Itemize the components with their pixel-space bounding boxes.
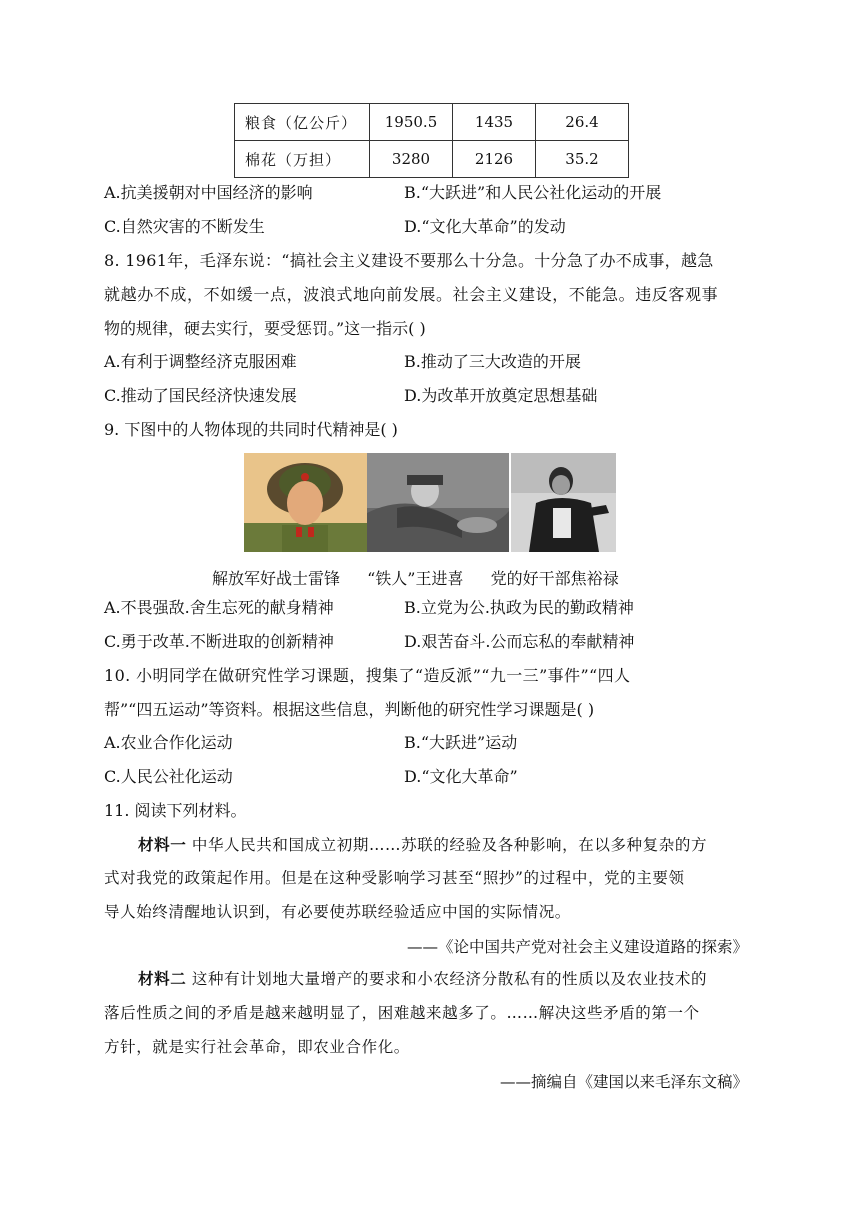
jiao-yulu-photo	[511, 453, 616, 552]
material-1-label: 材料一	[138, 835, 187, 854]
table-cell-label: 粮食（亿公斤）	[235, 104, 370, 141]
material-2-line1	[138, 968, 707, 990]
material-1-source: ——《论中国共产党对社会主义建设道路的探索》	[406, 938, 748, 956]
table-cell: 35.2	[536, 141, 629, 178]
lei-feng-photo	[244, 453, 367, 552]
q8-option-a: A.有利于调整经济克服困难	[104, 352, 297, 371]
material-2-text: 这种有计划地大量增产的要求和小农经济分散私有的性质以及农业技术的	[191, 970, 708, 988]
table-cell: 26.4	[536, 104, 629, 141]
table-cell-label: 棉花（万担）	[235, 141, 370, 178]
caption-wang-jinxi: “铁人”王进喜	[367, 569, 464, 588]
table-cell: 2126	[453, 141, 536, 178]
caption-jiao-yulu: 党的好干部焦裕禄	[490, 569, 619, 588]
table-cell: 1435	[453, 104, 536, 141]
material-1-line2: 式对我党的政策起作用。但是在这种受影响学习甚至“照抄”的过程中，党的主要领	[104, 869, 685, 887]
q8-option-d: D.为改革开放奠定思想基础	[404, 386, 598, 405]
table-row	[235, 141, 629, 178]
q7-option-a: A.抗美援朝对中国经济的影响	[104, 183, 313, 202]
q8-option-c: C.推动了国民经济快速发展	[104, 386, 297, 405]
q7-option-b: B.“大跃进”和人民公社化运动的开展	[404, 183, 662, 202]
q7-option-d: D.“文化大革命”的发动	[404, 217, 566, 236]
data-table	[234, 103, 629, 178]
q10-option-d: D.“文化大革命”	[404, 767, 518, 786]
q9-option-d: D.艰苦奋斗.公而忘私的奉献精神	[404, 632, 635, 651]
q9-option-c: C.勇于改革.不断进取的创新精神	[104, 632, 334, 651]
material-1-line3: 导人始终清醒地认识到，有必要使苏联经验适应中国的实际情况。	[104, 903, 571, 921]
photo-captions	[212, 566, 641, 589]
q9-option-b: B.立党为公.执政为民的勤政精神	[404, 598, 634, 617]
q10-option-a: A.农业合作化运动	[104, 733, 233, 752]
q8-stem-line1: 8. 1961年，毛泽东说：“搞社会主义建设不要那么十分急。十分急了办不成事，越急	[104, 251, 714, 270]
material-1-line1	[138, 834, 707, 856]
wang-jinxi-photo	[367, 453, 509, 552]
material-1-text: 中华人民共和国成立初期……苏联的经验及各种影响，在以多种复杂的方	[191, 836, 708, 854]
q11-stem: 11. 阅读下列材料。	[104, 801, 247, 820]
material-2-source: ——摘编自《建国以来毛泽东文稿》	[499, 1073, 748, 1091]
q9-option-a: A.不畏强敌.舍生忘死的献身精神	[104, 598, 334, 617]
material-2-line2: 落后性质之间的矛盾是越来越明显了，困难越来越多了。……解决这些矛盾的第一个	[104, 1004, 700, 1022]
q10-option-b: B.“大跃进”运动	[404, 733, 518, 752]
q10-stem-line1: 10. 小明同学在做研究性学习课题，搜集了“造反派”“九一三”事件”“四人	[104, 666, 631, 685]
table-row	[235, 104, 629, 141]
q7-option-c: C.自然灾害的不断发生	[104, 217, 265, 236]
q8-stem-line3: 物的规律，硬去实行，要受惩罚。”这一指示( )	[104, 319, 426, 338]
table-cell: 3280	[370, 141, 453, 178]
material-2-line3: 方针，就是实行社会革命，即农业合作化。	[104, 1038, 410, 1056]
table-cell: 1950.5	[370, 104, 453, 141]
q9-stem: 9. 下图中的人物体现的共同时代精神是( )	[104, 420, 398, 439]
q10-option-c: C.人民公社化运动	[104, 767, 233, 786]
q10-stem-line2: 帮”“四五运动”等资料。根据这些信息，判断他的研究性学习课题是( )	[104, 700, 595, 719]
q8-stem-line2: 就越办不成，不如缓一点，波浪式地向前发展。社会主义建设，不能急。违反客观事	[104, 285, 719, 304]
material-2-label: 材料二	[138, 969, 187, 988]
q8-option-b: B.推动了三大改造的开展	[404, 352, 581, 371]
caption-lei-feng: 解放军好战士雷锋	[212, 569, 341, 588]
